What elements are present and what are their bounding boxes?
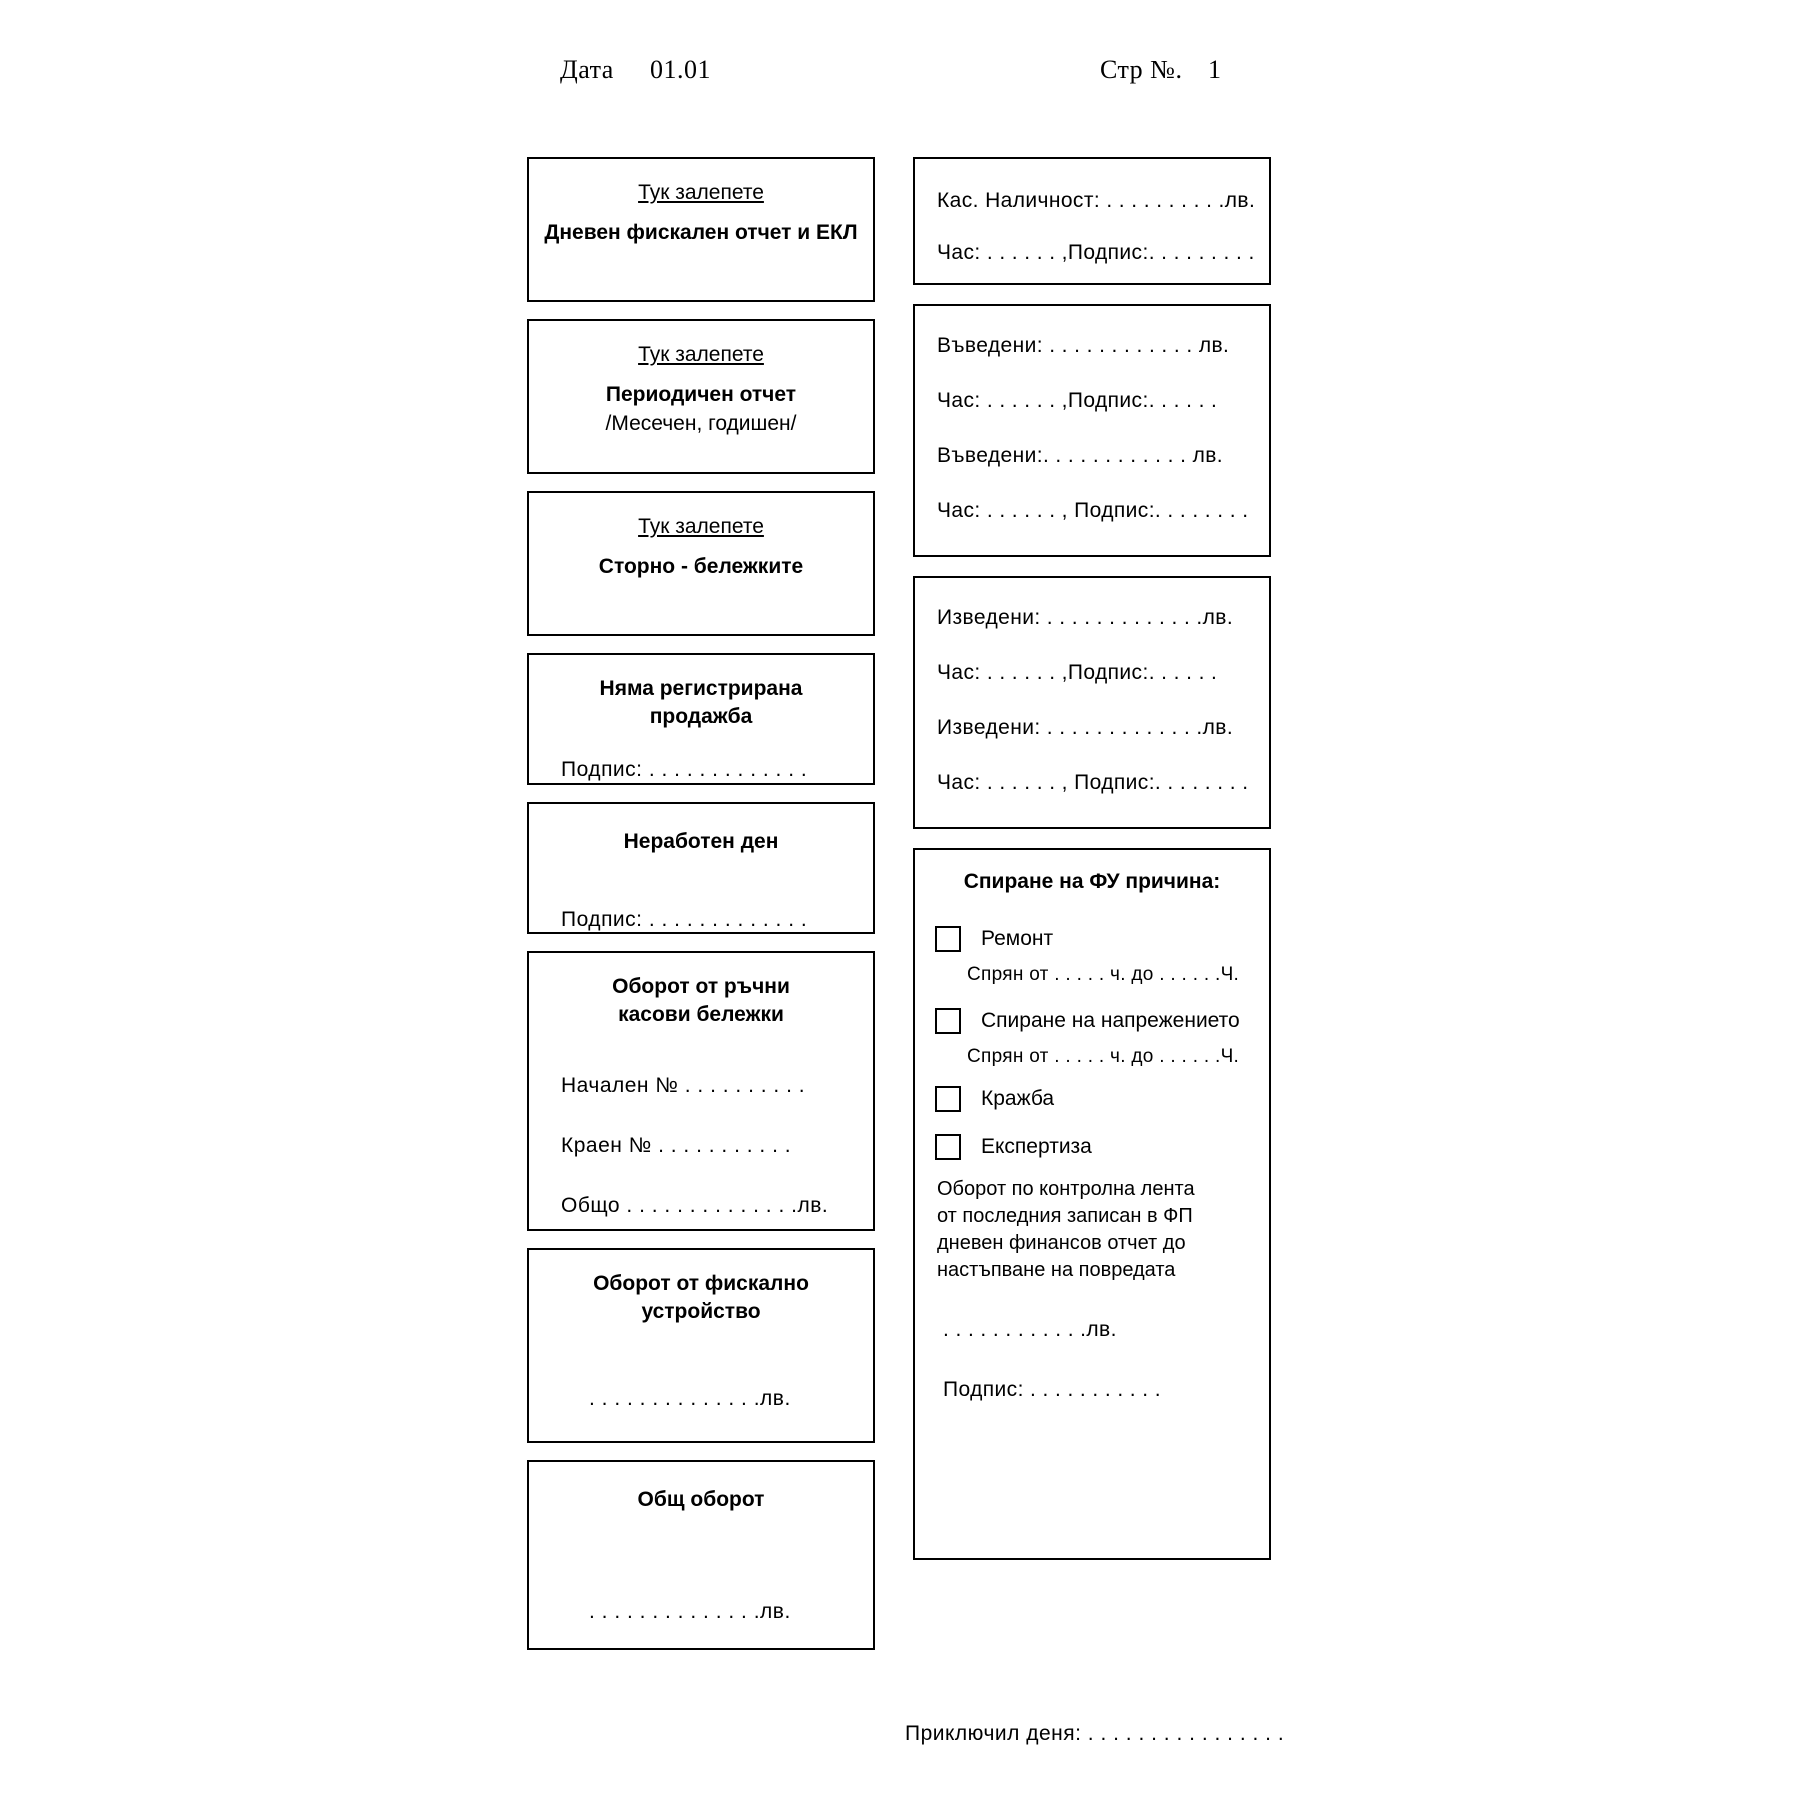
option-label: Ремонт [981, 927, 1054, 950]
option-label: Спиране на напрежението [981, 1009, 1240, 1032]
option-expertise[interactable] [915, 1134, 1269, 1160]
option-label: Експертиза [981, 1135, 1092, 1158]
amount-field[interactable]: . . . . . . . . . . . . . .лв. [589, 1386, 791, 1410]
box-periodic-report [527, 319, 875, 474]
box-title: Периодичен отчет [605, 383, 797, 406]
option-label: Кражба [981, 1087, 1055, 1110]
date-value: 01.01 [650, 55, 711, 84]
start-number-field[interactable]: Начален № . . . . . . . . . . [561, 1073, 806, 1097]
page-number-value: 1 [1208, 55, 1222, 84]
deposit-time-signature-1[interactable]: Час: . . . . . . ,Подпис:. . . . . . [937, 389, 1218, 412]
page-header [560, 55, 1280, 95]
box-title-line2: устройство [641, 1300, 761, 1324]
paste-here-label: Тук залепете [638, 515, 764, 538]
box-nonworking-day [527, 802, 875, 934]
box-title-line1: Оборот от фискално [593, 1272, 809, 1295]
deposit-time-signature-2[interactable]: Час: . . . . . . , Подпис:. . . . . . . . [937, 499, 1249, 522]
checkbox-icon[interactable] [935, 1134, 961, 1160]
control-tape-note-line1: Оборот по контролна лента [937, 1178, 1195, 1200]
box-title-line1: Няма регистрирана [599, 677, 803, 700]
box-storno-receipts [527, 491, 875, 636]
option-power-outage[interactable] [915, 1008, 1269, 1034]
box-manual-receipts-turnover [527, 951, 875, 1231]
page-number-label: Стр №. [1100, 55, 1183, 84]
signature-field[interactable]: Подпис: . . . . . . . . . . . [943, 1378, 1161, 1401]
control-tape-note-line4: настъпване на повредата [937, 1259, 1176, 1281]
box-title: Спиране на ФУ причина: [963, 870, 1221, 893]
deposit-amount-field-2[interactable]: Въведени:. . . . . . . . . . . . лв. [937, 444, 1224, 467]
box-title: Общ оборот [637, 1488, 765, 1511]
withdrawal-amount-field-2[interactable]: Изведени: . . . . . . . . . . . . .лв. [937, 716, 1234, 739]
box-subtitle: /Месечен, годишен/ [605, 412, 797, 436]
left-column [527, 157, 875, 1667]
box-daily-fiscal-report [527, 157, 875, 302]
checkbox-icon[interactable] [935, 1008, 961, 1034]
option-repair-note[interactable]: Спрян от . . . . . ч. до . . . . . .Ч. [967, 964, 1240, 985]
time-signature-field[interactable]: Час: . . . . . . ,Подпис:. . . . . . . . . [937, 241, 1255, 264]
paste-here-label: Тук залепете [638, 343, 764, 366]
box-title: Неработен ден [623, 830, 779, 853]
signature-field[interactable]: Подпис: . . . . . . . . . . . . . [561, 757, 808, 781]
box-cash-withdrawals [913, 576, 1271, 829]
box-cash-deposits [913, 304, 1271, 557]
checkbox-icon[interactable] [935, 926, 961, 952]
end-number-field[interactable]: Краен № . . . . . . . . . . . [561, 1133, 792, 1157]
box-title-line1: Оборот от ръчни [612, 975, 790, 998]
box-total-turnover [527, 1460, 875, 1650]
amount-field[interactable]: . . . . . . . . . . . . . .лв. [589, 1600, 791, 1624]
control-tape-amount-field[interactable]: . . . . . . . . . . . .лв. [943, 1318, 1117, 1341]
box-title: Дневен фискален отчет и ЕКЛ [544, 221, 858, 244]
closed-day-field[interactable]: Приключил деня: . . . . . . . . . . . . . . . . [905, 1722, 1285, 1745]
withdrawal-time-signature-2[interactable]: Час: . . . . . . , Подпис:. . . . . . . . [937, 771, 1249, 794]
box-device-stop-reason [913, 848, 1271, 1560]
paste-here-label: Тук залепете [638, 181, 764, 204]
box-title: Сторно - бележките [598, 555, 804, 578]
withdrawal-time-signature-1[interactable]: Час: . . . . . . ,Подпис:. . . . . . [937, 661, 1218, 684]
signature-field[interactable]: Подпис: . . . . . . . . . . . . . [561, 908, 808, 932]
control-tape-note-line3: дневен финансов отчет до [937, 1232, 1186, 1254]
checkbox-icon[interactable] [935, 1086, 961, 1112]
box-cash-availability [913, 157, 1271, 285]
cash-amount-field[interactable]: Кас. Наличност: . . . . . . . . . .лв. [937, 189, 1256, 212]
control-tape-note [915, 1176, 1269, 1284]
option-repair[interactable] [915, 926, 1269, 952]
withdrawal-amount-field-1[interactable]: Изведени: . . . . . . . . . . . . .лв. [937, 606, 1234, 629]
right-column [913, 157, 1271, 1579]
deposit-amount-field-1[interactable]: Въведени: . . . . . . . . . . . . лв. [937, 334, 1230, 357]
box-no-registered-sale [527, 653, 875, 785]
date-label: Дата [560, 55, 614, 84]
total-field[interactable]: Общо . . . . . . . . . . . . . .лв. [561, 1193, 829, 1217]
box-title-line2: продажба [649, 705, 753, 729]
box-fiscal-device-turnover [527, 1248, 875, 1443]
control-tape-note-line2: от последния записан в ФП [937, 1205, 1193, 1227]
box-title-line2: касови бележки [618, 1003, 784, 1027]
option-theft[interactable] [915, 1086, 1269, 1112]
option-power-outage-note[interactable]: Спрян от . . . . . ч. до . . . . . .Ч. [967, 1046, 1240, 1067]
